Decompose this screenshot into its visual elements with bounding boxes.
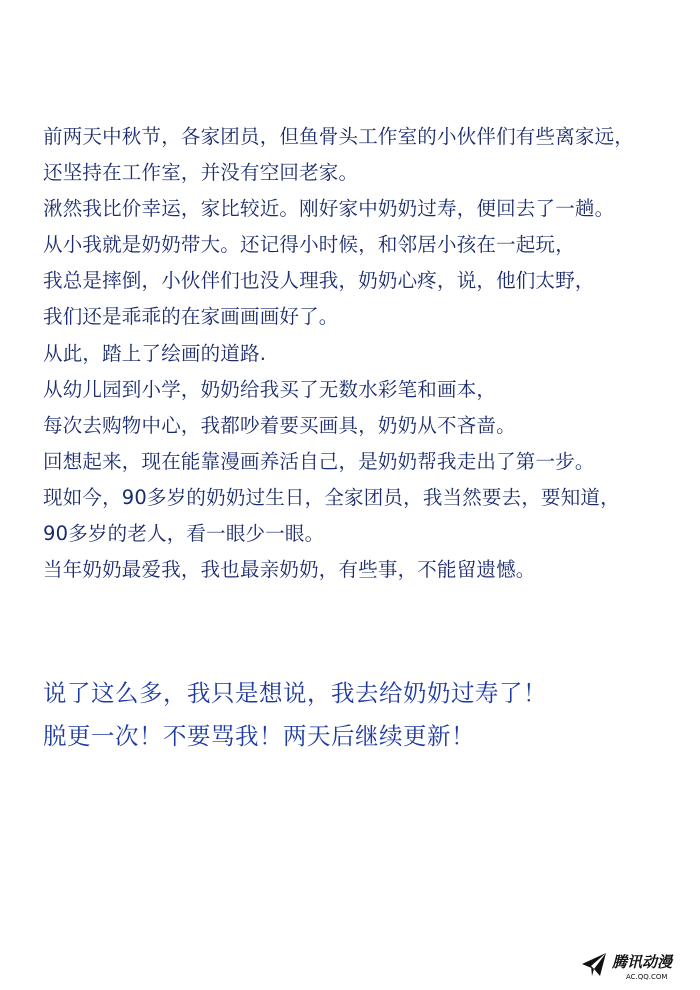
body-line: 90多岁的老人，看一眼少一眼。 xyxy=(43,522,325,546)
body-line: 从幼儿园到小学，奶奶给我买了无数水彩笔和画本， xyxy=(43,377,497,401)
body-line: 湫然我比价幸运，家比较近。刚好家中奶奶过寿，便回去了一趟。 xyxy=(43,197,615,221)
watermark-brand: 腾讯动漫 xyxy=(612,953,673,971)
closing-line: 脱更一次！不要骂我！两天后继续更新！ xyxy=(43,722,475,750)
watermark-logo xyxy=(580,950,692,982)
closing-line: 说了这么多，我只是想说，我去给奶奶过寿了！ xyxy=(43,679,547,707)
body-line: 每次去购物中心，我都吵着要买画具，奶奶从不吝啬。 xyxy=(43,413,516,437)
body-line: 还坚持在工作室，并没有空回老家。 xyxy=(43,161,359,185)
body-line: 从此，踏上了绘画的道路. xyxy=(43,341,267,365)
tencent-comic-watermark xyxy=(580,950,692,982)
body-line: 当年奶奶最爱我，我也最亲奶奶，有些事，不能留遗憾。 xyxy=(43,558,536,582)
body-line: 我们还是乖乖的在家画画画好了。 xyxy=(43,305,339,329)
body-line: 现如今，90多岁的奶奶过生日，全家团员，我当然要去，要知道， xyxy=(43,485,620,509)
body-line: 从小我就是奶奶带大。还记得小时候，和邻居小孩在一起玩， xyxy=(43,233,575,257)
watermark-url: AC.QQ.COM xyxy=(626,973,668,981)
body-line: 我总是摔倒，小伙伴们也没人理我，奶奶心疼，说，他们太野， xyxy=(43,269,595,293)
body-line: 前两天中秋节，各家团员，但鱼骨头工作室的小伙伴们有些离家远， xyxy=(43,125,635,148)
body-line: 回想起来，现在能靠漫画养活自己，是奶奶帮我走出了第一步。 xyxy=(43,449,595,473)
announcement-body xyxy=(43,119,693,588)
closing-message xyxy=(43,672,693,758)
paper-plane-icon xyxy=(582,953,606,976)
